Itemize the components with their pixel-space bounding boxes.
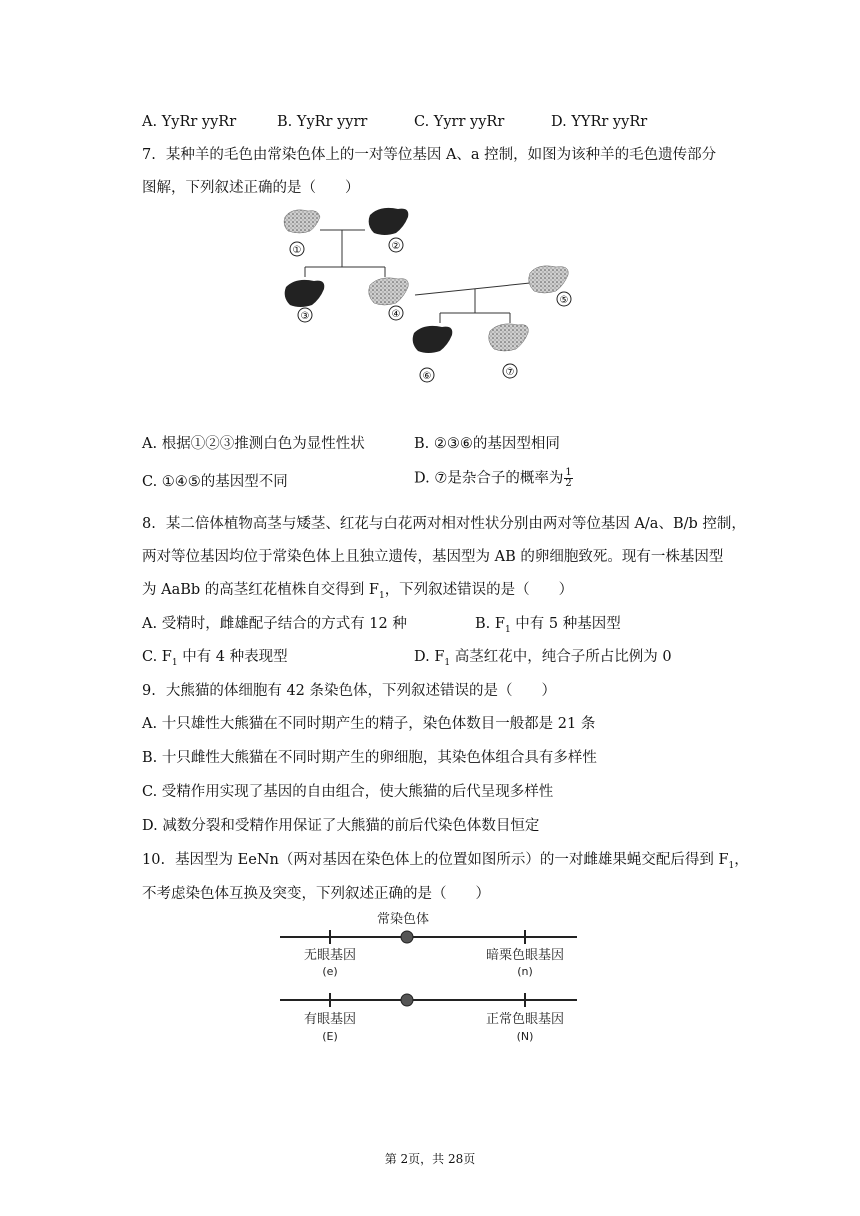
label-7: ⑦ <box>505 367 515 378</box>
q7-option-b: B. ②③⑥的基因型相同 <box>414 436 560 452</box>
label-5: ⑤ <box>559 295 569 306</box>
q7-stem-line2: 图解，下列叙述正确的是（ ） <box>142 180 360 196</box>
q9-stem-text: 大熊猫的体细胞有 42 条染色体，下列叙述错误的是（ ） <box>165 683 557 699</box>
page-footer: 第 2页，共 28页 <box>384 1152 476 1166</box>
q7-option-d <box>414 468 573 489</box>
q7-option-d-text: D. ⑦是杂合子的概率为 <box>414 470 564 487</box>
sheep-1 <box>284 210 320 256</box>
q10-line1-b: ， <box>734 852 749 868</box>
q10-line1-sub: 1 <box>728 860 735 871</box>
sheep-3 <box>285 280 325 322</box>
q8-option-d-a: D. F <box>414 649 445 665</box>
sheep-5 <box>529 266 571 306</box>
label-3: ③ <box>300 311 310 322</box>
q7-option-a: A. 根据①②③推测白色为显性性状 <box>142 436 365 452</box>
q9-option-c: C. 受精作用实现了基因的自由组合，使大熊猫的后代呈现多样性 <box>142 784 554 800</box>
fraction-denominator: 2 <box>565 478 572 489</box>
q10-line1 <box>142 850 749 876</box>
q6-option-a: A. YyRr yyRr <box>142 114 237 130</box>
q10-chromosome-figure <box>275 905 585 1055</box>
q9-number: 9. <box>142 683 156 699</box>
bottom-left-symbol: (E) <box>322 1030 338 1043</box>
bottom-left-gene: 有眼基因 <box>303 1012 357 1027</box>
fraction-one-half <box>564 468 572 489</box>
sheep-2 <box>369 208 409 252</box>
q7-number: 7. <box>142 147 156 163</box>
q7-stem-text: 某种羊的毛色由常染色体上的一对等位基因 A、a 控制，如图为该种羊的毛色遗传部分 <box>165 147 717 163</box>
q8-line3-a: 为 AaBb 的高茎红花植株自交得到 F <box>142 582 379 598</box>
label-4: ④ <box>391 309 401 320</box>
bottom-right-symbol: (N) <box>516 1030 534 1043</box>
q8-option-b-a: B. F <box>475 616 505 632</box>
q8-option-b <box>475 614 621 640</box>
q8-option-a: A. 受精时，雌雄配子结合的方式有 12 种 <box>142 616 407 632</box>
q9-stem <box>142 681 556 701</box>
q9-option-b: B. 十只雌性大熊猫在不同时期产生的卵细胞，其染色体组合具有多样性 <box>142 750 597 766</box>
q8-option-d-sub: 1 <box>444 657 451 668</box>
fraction-numerator: 1 <box>565 467 572 478</box>
q8-number: 8. <box>142 516 156 532</box>
label-1: ① <box>292 245 302 256</box>
q8-line3-b: ，下列叙述错误的是（ ） <box>384 582 574 598</box>
sheep-7 <box>489 324 529 378</box>
bottom-right-gene: 正常色眼基因 <box>485 1012 565 1027</box>
q8-option-d <box>414 647 672 673</box>
q8-option-c-a: C. F <box>142 649 172 665</box>
q8-option-b-sub: 1 <box>504 624 511 635</box>
top-right-symbol: (n) <box>517 965 533 978</box>
q8-line2: 两对等位基因均位于常染色体上且独立遗传，基因型为 AB 的卵细胞致死。现有一株基因型 <box>142 549 724 565</box>
q8-option-c-b: 中有 4 种表现型 <box>177 649 288 665</box>
q9-option-a: A. 十只雄性大熊猫在不同时期产生的精子，染色体数目一般都是 21 条 <box>142 716 596 732</box>
q6-option-b: B. YyRr yyrr <box>277 114 368 130</box>
q8-line1-text: 某二倍体植物高茎与矮茎、红花与白花两对相对性状分别由两对等位基因 A/a、B/b 控制， <box>165 516 746 532</box>
q10-line2: 不考虑染色体互换及突变，下列叙述正确的是（ ） <box>142 886 490 902</box>
sheep-4 <box>369 278 409 320</box>
q10-line1-a: 基因型为 EeNn（两对基因在染色体上的位置如图所示）的一对雌雄果蝇交配后得到 F <box>175 852 729 868</box>
label-6: ⑥ <box>422 371 432 382</box>
top-left-gene: 无眼基因 <box>303 948 357 963</box>
q8-option-c-sub: 1 <box>171 657 178 668</box>
q8-option-d-b: 高茎红花中，纯合子所占比例为 0 <box>450 649 672 665</box>
q8-line3-sub: 1 <box>378 590 385 601</box>
q8-option-b-b: 中有 5 种基因型 <box>510 616 621 632</box>
q7-option-c: C. ①④⑤的基因型不同 <box>142 474 288 490</box>
chromosome-title: 常染色体 <box>376 912 430 927</box>
q7-stem-line1 <box>142 145 716 165</box>
q10-number: 10. <box>142 852 166 868</box>
q6-option-c: C. Yyrr yyRr <box>414 114 505 130</box>
q7-pedigree-figure <box>280 205 580 390</box>
sheep-6 <box>413 326 453 382</box>
label-2: ② <box>391 241 401 252</box>
q6-option-d: D. YYRr yyRr <box>551 114 648 130</box>
q9-option-d: D. 减数分裂和受精作用保证了大熊猫的前后代染色体数目恒定 <box>142 818 540 834</box>
q8-line1 <box>142 514 746 534</box>
top-left-symbol: (e) <box>322 965 338 978</box>
q8-option-c <box>142 647 288 673</box>
q8-line3 <box>142 580 573 606</box>
q7-options-row2 <box>142 467 742 500</box>
top-right-gene: 暗栗色眼基因 <box>485 948 565 963</box>
